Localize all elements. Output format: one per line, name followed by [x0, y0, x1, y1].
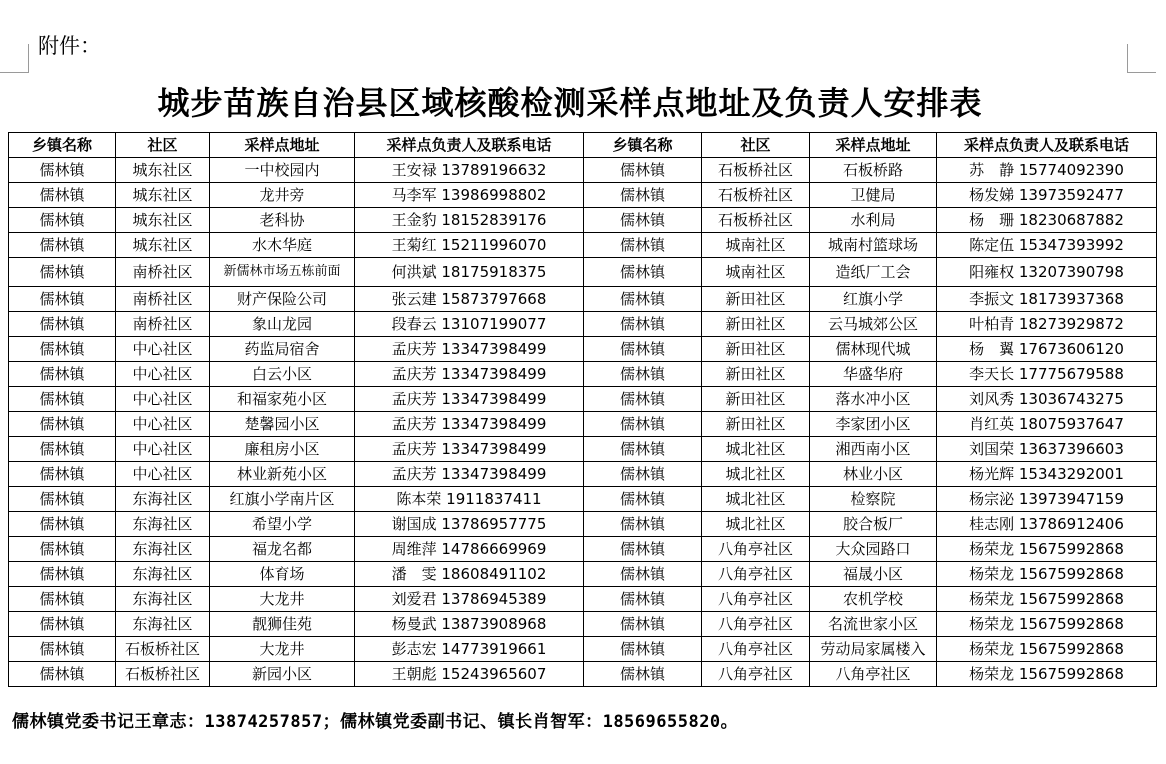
- table-row: [9, 387, 1157, 412]
- column-header: 采样点地址: [810, 133, 937, 158]
- table-cell: 儒林镇: [584, 487, 702, 512]
- table-cell: 儒林镇: [9, 562, 116, 587]
- page-corner-mark-right: [1127, 44, 1156, 73]
- table-cell: 段春云 13107199077: [355, 312, 584, 337]
- table-cell: 城北社区: [702, 462, 810, 487]
- table-cell: 儒林镇: [584, 612, 702, 637]
- page-corner-mark-left: [0, 44, 29, 73]
- table-cell: 儒林镇: [584, 512, 702, 537]
- table-cell: 孟庆芳 13347398499: [355, 462, 584, 487]
- table-cell: 儒林镇: [584, 437, 702, 462]
- table-cell: 林业小区: [810, 462, 937, 487]
- table-row: [9, 312, 1157, 337]
- table-cell: 儒林镇: [584, 287, 702, 312]
- table-cell: 杨 珊 18230687882: [937, 208, 1157, 233]
- table-cell: 城南社区: [702, 233, 810, 258]
- table-cell: 东海社区: [116, 512, 210, 537]
- table-cell: 儒林镇: [9, 208, 116, 233]
- table-cell: 城北社区: [702, 487, 810, 512]
- table-cell: 中心社区: [116, 412, 210, 437]
- table-cell: 卫健局: [810, 183, 937, 208]
- table-cell: 农机学校: [810, 587, 937, 612]
- column-header: 采样点地址: [210, 133, 355, 158]
- table-cell: 儒林镇: [9, 512, 116, 537]
- table-cell: 李家团小区: [810, 412, 937, 437]
- document-title: 城步苗族自治县区域核酸检测采样点地址及负责人安排表: [157, 84, 983, 122]
- table-cell: 马李军 13986998802: [355, 183, 584, 208]
- table-cell: 杨曼武 13873908968: [355, 612, 584, 637]
- table-cell: 儒林镇: [9, 287, 116, 312]
- table-cell: 城东社区: [116, 183, 210, 208]
- table-cell: 东海社区: [116, 587, 210, 612]
- table-cell: 孟庆芳 13347398499: [355, 437, 584, 462]
- table-cell: 湘西南小区: [810, 437, 937, 462]
- table-cell: 新田社区: [702, 412, 810, 437]
- table-cell: 八角亭社区: [702, 562, 810, 587]
- table-cell: 造纸厂工会: [810, 258, 937, 287]
- table-cell: 东海社区: [116, 562, 210, 587]
- table-cell: 儒林镇: [9, 258, 116, 287]
- table-cell: 落水冲小区: [810, 387, 937, 412]
- column-header: 乡镇名称: [584, 133, 702, 158]
- table-cell: 红旗小学: [810, 287, 937, 312]
- table-row: [9, 487, 1157, 512]
- table-cell: 儒林镇: [9, 233, 116, 258]
- table-cell: 阳雍权 13207390798: [937, 258, 1157, 287]
- table-cell: 儒林镇: [584, 637, 702, 662]
- table-cell: 刘爱君 13786945389: [355, 587, 584, 612]
- table-cell: 新田社区: [702, 337, 810, 362]
- table-cell: 福晟小区: [810, 562, 937, 587]
- table-cell: 儒林镇: [9, 612, 116, 637]
- table-cell: 儒林镇: [9, 183, 116, 208]
- table-cell: 新园小区: [210, 662, 355, 687]
- table-cell: 杨荣龙 15675992868: [937, 587, 1157, 612]
- table-cell: 刘风秀 13036743275: [937, 387, 1157, 412]
- table-cell: 陈定伍 15347393992: [937, 233, 1157, 258]
- table-cell: 儒林镇: [584, 562, 702, 587]
- table-cell: 杨发娣 13973592477: [937, 183, 1157, 208]
- table-row: [9, 537, 1157, 562]
- table-cell: 大龙井: [210, 587, 355, 612]
- table-cell: 东海社区: [116, 612, 210, 637]
- table-cell: 儒林镇: [584, 312, 702, 337]
- table-cell: 儒林镇: [584, 387, 702, 412]
- table-cell: 儒林镇: [584, 412, 702, 437]
- table-cell: 李振文 18173937368: [937, 287, 1157, 312]
- table-row: [9, 208, 1157, 233]
- column-header: 采样点负责人及联系电话: [355, 133, 584, 158]
- table-cell: 八角亭社区: [810, 662, 937, 687]
- table-cell: 杨荣龙 15675992868: [937, 637, 1157, 662]
- contact-footer: 儒林镇党委书记王章志：13874257857；儒林镇党委副书记、镇长肖智军：18569655820。: [12, 712, 739, 732]
- table-cell: 陈本荣 1911837411: [355, 487, 584, 512]
- table-cell: 新田社区: [702, 362, 810, 387]
- table-cell: 儒林镇: [584, 462, 702, 487]
- table-cell: 东海社区: [116, 487, 210, 512]
- table-cell: 城东社区: [116, 158, 210, 183]
- table-cell: 杨荣龙 15675992868: [937, 537, 1157, 562]
- table-cell: 八角亭社区: [702, 612, 810, 637]
- table-cell: 大众园路口: [810, 537, 937, 562]
- table-cell: 肖红英 18075937647: [937, 412, 1157, 437]
- table-cell: 南桥社区: [116, 312, 210, 337]
- table-cell: 儒林镇: [584, 258, 702, 287]
- table-row: [9, 412, 1157, 437]
- table-cell: 儒林现代城: [810, 337, 937, 362]
- table-cell: 王金豹 18152839176: [355, 208, 584, 233]
- table-cell: 和福家苑小区: [210, 387, 355, 412]
- table-cell: 老科协: [210, 208, 355, 233]
- table-row: [9, 233, 1157, 258]
- table-cell: 王朝彪 15243965607: [355, 662, 584, 687]
- table-cell: 石板桥社区: [116, 637, 210, 662]
- table-cell: 桂志刚 13786912406: [937, 512, 1157, 537]
- table-row: [9, 437, 1157, 462]
- table-cell: 靓狮佳苑: [210, 612, 355, 637]
- table-row: [9, 158, 1157, 183]
- table-cell: 胶合板厂: [810, 512, 937, 537]
- table-cell: 城南社区: [702, 258, 810, 287]
- table-body: [9, 158, 1157, 687]
- table-row: [9, 662, 1157, 687]
- table-cell: 儒林镇: [9, 462, 116, 487]
- table-row: [9, 612, 1157, 637]
- table-cell: 儒林镇: [584, 183, 702, 208]
- table-cell: 儒林镇: [584, 233, 702, 258]
- table-cell: 儒林镇: [9, 337, 116, 362]
- table-cell: 孟庆芳 13347398499: [355, 362, 584, 387]
- table-cell: 刘国荣 13637396603: [937, 437, 1157, 462]
- table-cell: 儒林镇: [9, 412, 116, 437]
- table-cell: 叶柏青 18273929872: [937, 312, 1157, 337]
- table-row: [9, 512, 1157, 537]
- table-cell: 八角亭社区: [702, 662, 810, 687]
- table-cell: 象山龙园: [210, 312, 355, 337]
- table-header-row: [9, 133, 1157, 158]
- table-cell: 张云建 15873797668: [355, 287, 584, 312]
- table-cell: 东海社区: [116, 537, 210, 562]
- table-cell: 石板桥社区: [702, 208, 810, 233]
- table-cell: 儒林镇: [9, 312, 116, 337]
- table-cell: 儒林镇: [9, 537, 116, 562]
- table-cell: 楚馨园小区: [210, 412, 355, 437]
- table-cell: 孟庆芳 13347398499: [355, 387, 584, 412]
- table-cell: 孟庆芳 13347398499: [355, 337, 584, 362]
- table-cell: 廉租房小区: [210, 437, 355, 462]
- table-cell: 中心社区: [116, 437, 210, 462]
- table-cell: 儒林镇: [584, 158, 702, 183]
- table-cell: 大龙井: [210, 637, 355, 662]
- table-cell: 华盛华府: [810, 362, 937, 387]
- table-cell: 新田社区: [702, 287, 810, 312]
- table-cell: 石板桥社区: [702, 158, 810, 183]
- table-cell: 儒林镇: [584, 337, 702, 362]
- table-cell: 八角亭社区: [702, 587, 810, 612]
- table-cell: 城南村篮球场: [810, 233, 937, 258]
- table-cell: 检察院: [810, 487, 937, 512]
- table-cell: 杨荣龙 15675992868: [937, 662, 1157, 687]
- table-cell: 儒林镇: [584, 662, 702, 687]
- table-cell: 中心社区: [116, 462, 210, 487]
- table-cell: 新田社区: [702, 387, 810, 412]
- table-cell: 城东社区: [116, 208, 210, 233]
- table-cell: 儒林镇: [9, 158, 116, 183]
- table-cell: 潘 雯 18608491102: [355, 562, 584, 587]
- table-cell: 杨光辉 15343292001: [937, 462, 1157, 487]
- table-cell: 龙井旁: [210, 183, 355, 208]
- table-cell: 石板桥路: [810, 158, 937, 183]
- table-cell: 希望小学: [210, 512, 355, 537]
- table-cell: 儒林镇: [9, 487, 116, 512]
- table-cell: 石板桥社区: [116, 662, 210, 687]
- table-cell: 体育场: [210, 562, 355, 587]
- table-cell: 谢国成 13786957775: [355, 512, 584, 537]
- table-row: [9, 562, 1157, 587]
- table-cell: 白云小区: [210, 362, 355, 387]
- table-cell: 李天长 17775679588: [937, 362, 1157, 387]
- table-cell: 新田社区: [702, 312, 810, 337]
- table-cell: 名流世家小区: [810, 612, 937, 637]
- table-row: [9, 362, 1157, 387]
- table-cell: 城北社区: [702, 512, 810, 537]
- column-header: 社区: [116, 133, 210, 158]
- table-cell: 八角亭社区: [702, 537, 810, 562]
- table-cell: 儒林镇: [9, 387, 116, 412]
- table-cell: 新儒林市场五栋前面: [210, 258, 355, 287]
- column-header: 乡镇名称: [9, 133, 116, 158]
- table-row: [9, 287, 1157, 312]
- column-header: 采样点负责人及联系电话: [937, 133, 1157, 158]
- table-cell: 劳动局家属楼入: [810, 637, 937, 662]
- table-cell: 南桥社区: [116, 258, 210, 287]
- table-cell: 儒林镇: [9, 662, 116, 687]
- table-cell: 杨宗泌 13973947159: [937, 487, 1157, 512]
- table-cell: 八角亭社区: [702, 637, 810, 662]
- table-cell: 中心社区: [116, 337, 210, 362]
- table-row: [9, 462, 1157, 487]
- table-cell: 苏 静 15774092390: [937, 158, 1157, 183]
- table-row: [9, 337, 1157, 362]
- table-row: [9, 587, 1157, 612]
- table-cell: 杨荣龙 15675992868: [937, 562, 1157, 587]
- table-cell: 儒林镇: [584, 208, 702, 233]
- table-cell: 儒林镇: [584, 587, 702, 612]
- table-cell: 福龙名都: [210, 537, 355, 562]
- table-cell: 彭志宏 14773919661: [355, 637, 584, 662]
- table-cell: 何洪斌 18175918375: [355, 258, 584, 287]
- column-header: 社区: [702, 133, 810, 158]
- table-cell: 周维萍 14786669969: [355, 537, 584, 562]
- table-cell: 杨荣龙 15675992868: [937, 612, 1157, 637]
- table-cell: 杨 翼 17673606120: [937, 337, 1157, 362]
- table-cell: 林业新苑小区: [210, 462, 355, 487]
- table-cell: 石板桥社区: [702, 183, 810, 208]
- table-cell: 王安禄 13789196632: [355, 158, 584, 183]
- table-cell: 儒林镇: [584, 362, 702, 387]
- table-cell: 儒林镇: [9, 362, 116, 387]
- table-cell: 水木华庭: [210, 233, 355, 258]
- table-cell: 儒林镇: [9, 437, 116, 462]
- table-cell: 儒林镇: [9, 637, 116, 662]
- table-cell: 一中校园内: [210, 158, 355, 183]
- table-cell: 城东社区: [116, 233, 210, 258]
- table-cell: 云马城郊公区: [810, 312, 937, 337]
- table-row: [9, 637, 1157, 662]
- table-cell: 王菊红 15211996070: [355, 233, 584, 258]
- table-cell: 财产保险公司: [210, 287, 355, 312]
- table-cell: 南桥社区: [116, 287, 210, 312]
- table-cell: 水利局: [810, 208, 937, 233]
- table-row: [9, 258, 1157, 287]
- table-cell: 儒林镇: [9, 587, 116, 612]
- table-cell: 中心社区: [116, 362, 210, 387]
- sampling-sites-table: [8, 132, 1157, 687]
- table-row: [9, 183, 1157, 208]
- table-cell: 红旗小学南片区: [210, 487, 355, 512]
- table-cell: 药监局宿舍: [210, 337, 355, 362]
- table-cell: 中心社区: [116, 387, 210, 412]
- table-cell: 儒林镇: [584, 537, 702, 562]
- table-cell: 城北社区: [702, 437, 810, 462]
- table-cell: 孟庆芳 13347398499: [355, 412, 584, 437]
- attachment-label: 附件：: [38, 34, 101, 58]
